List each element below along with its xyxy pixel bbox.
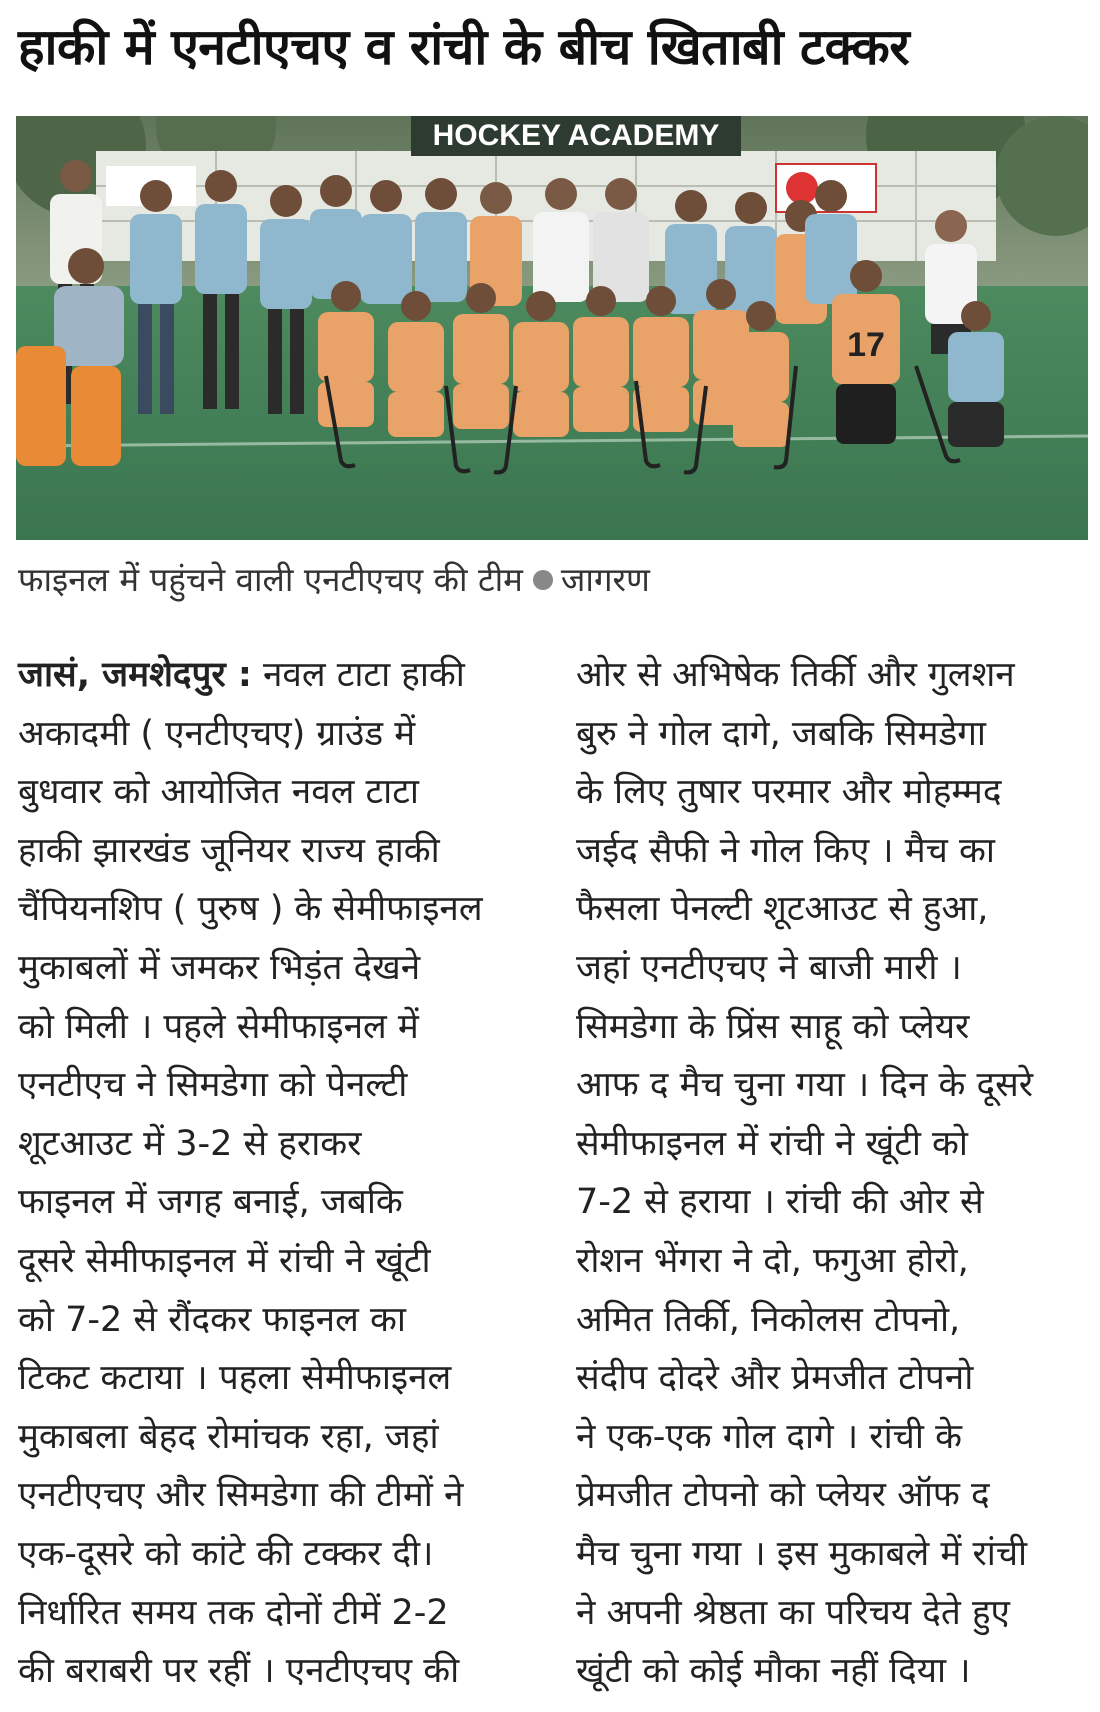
- article-line: के लिए तुषार परमार और मोहम्मद: [576, 772, 1002, 813]
- article-column-right: [576, 646, 1098, 1701]
- article-line: मुकाबलों में जमकर भिड़ंत देखने: [18, 947, 421, 988]
- article-line: फाइनल में जगह बनाई, जबकि: [18, 1182, 403, 1223]
- article-line: शूटआउट में 3-2 से हराकर: [18, 1123, 362, 1164]
- article-line: 7-2 से हराया । रांची की ओर से: [576, 1182, 984, 1223]
- article-line: ने एक-एक गोल दागे । रांची के: [576, 1416, 962, 1457]
- article-line: बुधवार को आयोजित नवल टाटा: [18, 772, 419, 813]
- article-line: सेमीफाइनल में रांची ने खूंटी को: [576, 1123, 968, 1164]
- article-line: की बराबरी पर रहीं । एनटीएचए की: [18, 1651, 460, 1692]
- article-line: अमित तिर्की, निकोलस टोपनो,: [576, 1299, 961, 1340]
- academy-banner-text: HOCKEY ACADEMY: [432, 119, 720, 152]
- article-line: ओर से अभिषेक तिर्की और गुलशन: [576, 655, 1015, 695]
- article-column-left: [18, 646, 540, 1701]
- article-line: दूसरे सेमीफाइनल में रांची ने खूंटी: [18, 1240, 431, 1281]
- article-line: हाकी झारखंड जूनियर राज्य हाकी: [18, 830, 440, 871]
- article-line: चैंपियनशिप ( पुरुष ) के सेमीफाइनल: [18, 889, 483, 930]
- article-line-text: नवल टाटा हाकी: [262, 655, 465, 695]
- article-line: जहां एनटीएचए ने बाजी मारी ।: [576, 947, 962, 988]
- article-line: एनटीएच ने सिमडेगा को पेनल्टी: [18, 1065, 408, 1106]
- article-line: ने अपनी श्रेष्ठता का परिचय देते हुए: [576, 1592, 1010, 1633]
- dateline: जासं, जमशेदपुर :: [18, 655, 252, 695]
- caption-text: फाइनल में पहुंचने वाली एनटीएचए की टीम: [18, 560, 523, 599]
- headline: हाकी में एनटीएचए व रांची के बीच खिताबी टक्कर: [18, 18, 910, 76]
- article-line: बुरु ने गोल दागे, जबकि सिमडेगा: [576, 713, 986, 754]
- article-line: [18, 646, 540, 705]
- article-line: टिकट कटाया । पहला सेमीफाइनल: [18, 1358, 452, 1399]
- article-line: जईद सैफी ने गोल किए । मैच का: [576, 830, 995, 871]
- article-line: को 7-2 से रौंदकर फाइनल का: [18, 1299, 406, 1340]
- article-line: सिमडेगा के प्रिंस साहू को प्लेयर: [576, 1006, 970, 1047]
- article-line: को मिली । पहले सेमीफाइनल में: [18, 1006, 419, 1047]
- article-line: फैसला पेनल्टी शूटआउट से हुआ,: [576, 889, 989, 930]
- article-line: प्रेमजीत टोपनो को प्लेयर ऑफ द: [576, 1475, 990, 1516]
- article-line: आफ द मैच चुना गया । दिन के दूसरे: [576, 1065, 1034, 1106]
- team-photo: [16, 116, 1088, 540]
- article-line: खूंटी को कोई मौका नहीं दिया ।: [576, 1651, 971, 1692]
- article-line: निर्धारित समय तक दोनों टीमें 2-2: [18, 1592, 449, 1633]
- article-line: रोशन भेंगरा ने दो, फगुआ होरो,: [576, 1240, 969, 1281]
- article-line: अकादमी ( एनटीएचए) ग्राउंड में: [18, 713, 416, 754]
- caption-credit: जागरण: [560, 560, 650, 599]
- team-photo-illustration: [16, 116, 1088, 540]
- jersey-number: 17: [847, 326, 885, 364]
- article-line: एनटीएचए और सिमडेगा की टीमों ने: [18, 1475, 464, 1516]
- article-line: एक-दूसरे को कांटे की टक्कर दी।: [18, 1533, 434, 1574]
- bullet-icon: [533, 570, 553, 590]
- article-line: संदीप दोदरे और प्रेमजीत टोपनो: [576, 1358, 974, 1399]
- article-line: मैच चुना गया । इस मुकाबले में रांची: [576, 1533, 1028, 1574]
- article-line: मुकाबला बेहद रोमांचक रहा, जहां: [18, 1416, 439, 1457]
- photo-caption: [18, 558, 1078, 602]
